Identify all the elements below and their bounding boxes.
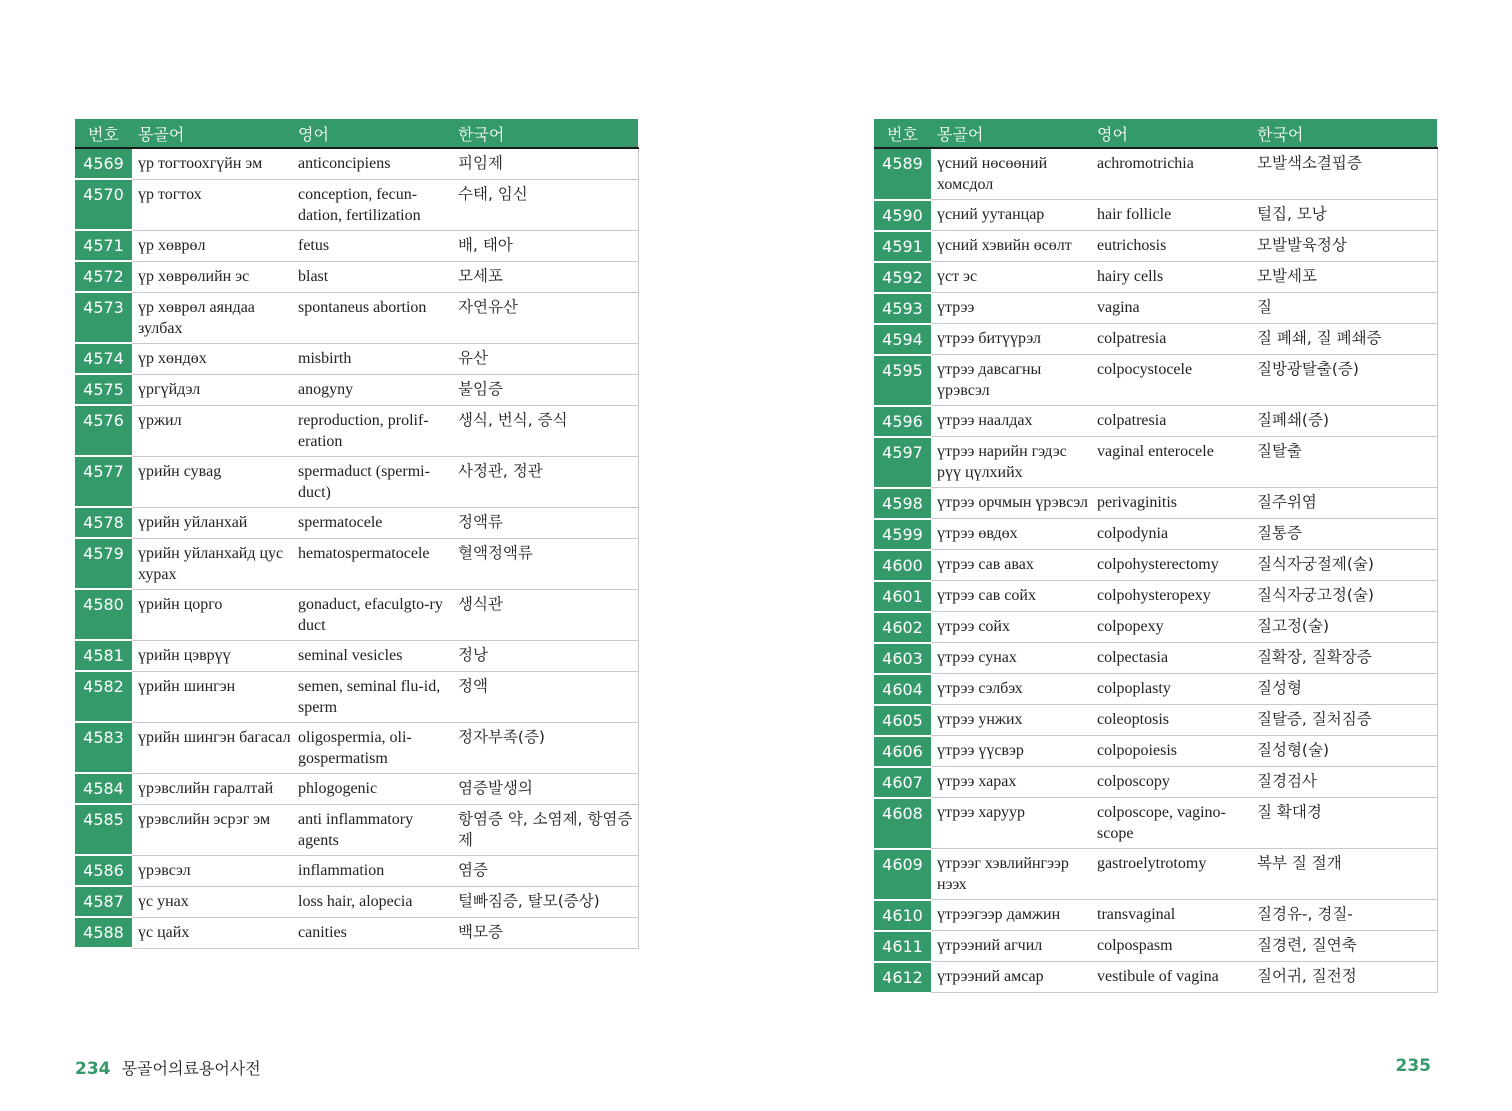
mongolian-term: үр хөндөх	[132, 343, 292, 374]
table-row	[75, 671, 638, 722]
table-header	[874, 119, 1437, 148]
korean-term: 정액	[452, 671, 638, 722]
english-term: anogyny	[292, 374, 452, 405]
table-row	[75, 773, 638, 804]
entry-number: 4595	[874, 355, 931, 406]
table-row	[75, 589, 638, 640]
entry-number: 4570	[75, 179, 132, 230]
mongolian-term: үрэвслийн эсрэг эм	[132, 804, 292, 855]
table-row	[874, 798, 1437, 849]
entry-number: 4591	[874, 231, 931, 262]
english-term: gonaduct, efaculgto-ry duct	[292, 589, 452, 640]
entry-number: 4594	[874, 324, 931, 355]
table-row	[874, 962, 1437, 993]
footer-left	[75, 1056, 261, 1079]
english-term: spontaneus abortion	[292, 292, 452, 343]
korean-term: 질식자궁고정(술)	[1251, 581, 1437, 612]
mongolian-term: үр хөврөл	[132, 230, 292, 261]
mongolian-term: үс унах	[132, 886, 292, 917]
table-row	[75, 405, 638, 456]
mongolian-term: үрийн цэврүү	[132, 640, 292, 671]
header-mongolian: 몽골어	[931, 119, 1091, 148]
table-row	[874, 674, 1437, 705]
entry-number: 4605	[874, 705, 931, 736]
right-page	[874, 119, 1438, 994]
table-row	[75, 343, 638, 374]
korean-term: 질탈증, 질처짐증	[1251, 705, 1437, 736]
mongolian-term: үтрээ	[931, 293, 1091, 324]
table-row	[874, 148, 1437, 200]
english-term: colpodynia	[1091, 519, 1251, 550]
entry-number: 4599	[874, 519, 931, 550]
korean-term: 염증발생의	[452, 773, 638, 804]
english-term: reproduction, prolif-eration	[292, 405, 452, 456]
entry-number: 4609	[874, 849, 931, 900]
english-term: oligospermia, oli-gospermatism	[292, 722, 452, 773]
korean-term: 질폐쇄(증)	[1251, 406, 1437, 437]
entry-number: 4611	[874, 931, 931, 962]
korean-term: 질확장, 질확장증	[1251, 643, 1437, 674]
korean-term: 모발세포	[1251, 262, 1437, 293]
korean-term: 질식자궁절제(술)	[1251, 550, 1437, 581]
entry-number: 4590	[874, 200, 931, 231]
table-row	[874, 324, 1437, 355]
header-korean: 한국어	[452, 119, 638, 148]
table-row	[75, 640, 638, 671]
korean-term: 모발색소결핍증	[1251, 148, 1437, 200]
mongolian-term: үрийн сувag	[132, 456, 292, 507]
english-term: gastroelytrotomy	[1091, 849, 1251, 900]
english-term: spermatocele	[292, 507, 452, 538]
mongolian-term: үтрээ орчмын үрэвсэл	[931, 488, 1091, 519]
korean-term: 질경련, 질연축	[1251, 931, 1437, 962]
term-table-right	[874, 119, 1438, 994]
table-row	[75, 261, 638, 292]
english-term: transvaginal	[1091, 900, 1251, 931]
table-row	[75, 722, 638, 773]
header-number: 번호	[75, 119, 132, 148]
header-mongolian: 몽골어	[132, 119, 292, 148]
table-row	[874, 612, 1437, 643]
entry-number: 4583	[75, 722, 132, 773]
mongolian-term: үр тогтох	[132, 179, 292, 230]
mongolian-term: үтрээ сав авах	[931, 550, 1091, 581]
table-row	[874, 931, 1437, 962]
mongolian-term: үтрээ сунах	[931, 643, 1091, 674]
english-term: coleoptosis	[1091, 705, 1251, 736]
korean-term: 정자부족(증)	[452, 722, 638, 773]
entry-number: 4606	[874, 736, 931, 767]
english-term: conception, fecun-dation, fertilization	[292, 179, 452, 230]
mongolian-term: үр хөврөл аяндаа зулбах	[132, 292, 292, 343]
header-english: 영어	[292, 119, 452, 148]
header-number: 번호	[874, 119, 931, 148]
left-page	[75, 119, 639, 949]
korean-term: 피임제	[452, 148, 638, 179]
entry-number: 4573	[75, 292, 132, 343]
korean-term: 복부 질 절개	[1251, 849, 1437, 900]
korean-term: 불임증	[452, 374, 638, 405]
korean-term: 생식, 번식, 증식	[452, 405, 638, 456]
book-title: 몽골어의료용어사전	[121, 1059, 261, 1078]
english-term: colpectasia	[1091, 643, 1251, 674]
korean-term: 정낭	[452, 640, 638, 671]
table-row	[874, 705, 1437, 736]
table-row	[874, 736, 1437, 767]
table-row	[75, 855, 638, 886]
mongolian-term: үр хөврөлийн эс	[132, 261, 292, 292]
entry-number: 4602	[874, 612, 931, 643]
mongolian-term: үсний нөсөөний хомсдол	[931, 148, 1091, 200]
english-term: inflammation	[292, 855, 452, 886]
entry-number: 4582	[75, 671, 132, 722]
mongolian-term: үсний хэвийн өсөлт	[931, 231, 1091, 262]
english-term: colpopoiesis	[1091, 736, 1251, 767]
english-term: spermaduct (spermi-duct)	[292, 456, 452, 507]
table-row	[874, 488, 1437, 519]
entry-number: 4572	[75, 261, 132, 292]
mongolian-term: үрийн цорго	[132, 589, 292, 640]
table-row	[75, 292, 638, 343]
table-row	[874, 437, 1437, 488]
korean-term: 질탈출	[1251, 437, 1437, 488]
entry-number: 4601	[874, 581, 931, 612]
mongolian-term: үрэвслийн гаралтай	[132, 773, 292, 804]
table-row	[874, 767, 1437, 798]
english-term: canities	[292, 917, 452, 948]
entry-number: 4592	[874, 262, 931, 293]
english-term: achromotrichia	[1091, 148, 1251, 200]
english-term: perivaginitis	[1091, 488, 1251, 519]
korean-term: 질성형(술)	[1251, 736, 1437, 767]
english-term: colpohysterectomy	[1091, 550, 1251, 581]
entry-number: 4604	[874, 674, 931, 705]
english-term: hairy cells	[1091, 262, 1251, 293]
table-row	[75, 179, 638, 230]
korean-term: 털집, 모낭	[1251, 200, 1437, 231]
entry-number: 4580	[75, 589, 132, 640]
korean-term: 질방광탈출(증)	[1251, 355, 1437, 406]
english-term: colpocystocele	[1091, 355, 1251, 406]
mongolian-term: үсний уутанцар	[931, 200, 1091, 231]
table-row	[874, 293, 1437, 324]
entry-number: 4574	[75, 343, 132, 374]
english-term: colpoplasty	[1091, 674, 1251, 705]
mongolian-term: үтрээ сав сойх	[931, 581, 1091, 612]
entry-number: 4596	[874, 406, 931, 437]
korean-term: 생식관	[452, 589, 638, 640]
mongolian-term: үр тогтоохгүйн эм	[132, 148, 292, 179]
table-row	[75, 538, 638, 589]
mongolian-term: үтрээ сойх	[931, 612, 1091, 643]
mongolian-term: үтрээний агчил	[931, 931, 1091, 962]
entry-number: 4603	[874, 643, 931, 674]
entry-number: 4587	[75, 886, 132, 917]
english-term: semen, seminal flu-id, sperm	[292, 671, 452, 722]
entry-number: 4600	[874, 550, 931, 581]
korean-term: 질어귀, 질전정	[1251, 962, 1437, 993]
header-korean: 한국어	[1251, 119, 1437, 148]
table-row	[75, 230, 638, 261]
mongolian-term: үржил	[132, 405, 292, 456]
mongolian-term: үтрээ битүүрэл	[931, 324, 1091, 355]
entry-number: 4581	[75, 640, 132, 671]
entry-number: 4585	[75, 804, 132, 855]
korean-term: 혈액정액류	[452, 538, 638, 589]
entry-number: 4579	[75, 538, 132, 589]
english-term: hematospermatocele	[292, 538, 452, 589]
english-term: colpohysteropexy	[1091, 581, 1251, 612]
english-term: misbirth	[292, 343, 452, 374]
english-term: blast	[292, 261, 452, 292]
korean-term: 질주위염	[1251, 488, 1437, 519]
mongolian-term: үтрээ өвдөх	[931, 519, 1091, 550]
korean-term: 질고정(술)	[1251, 612, 1437, 643]
mongolian-term: үс цайх	[132, 917, 292, 948]
english-term: colpopexy	[1091, 612, 1251, 643]
korean-term: 질	[1251, 293, 1437, 324]
korean-term: 질통증	[1251, 519, 1437, 550]
entry-number: 4569	[75, 148, 132, 179]
entry-number: 4575	[75, 374, 132, 405]
page-number-left: 234	[75, 1059, 111, 1079]
korean-term: 배, 태아	[452, 230, 638, 261]
mongolian-term: үтрээ унжих	[931, 705, 1091, 736]
english-term: vestibule of vagina	[1091, 962, 1251, 993]
entry-number: 4589	[874, 148, 931, 200]
korean-term: 염증	[452, 855, 638, 886]
mongolian-term: үтрээ давсагны үрэвсэл	[931, 355, 1091, 406]
mongolian-term: үрэвсэл	[132, 855, 292, 886]
table-row	[75, 507, 638, 538]
korean-term: 질성형	[1251, 674, 1437, 705]
table-row	[874, 262, 1437, 293]
table-row	[874, 406, 1437, 437]
entry-number: 4576	[75, 405, 132, 456]
korean-term: 백모증	[452, 917, 638, 948]
mongolian-term: үтрээг хэвлийнгээр нээх	[931, 849, 1091, 900]
mongolian-term: үтрээ харах	[931, 767, 1091, 798]
entry-number: 4578	[75, 507, 132, 538]
english-term: fetus	[292, 230, 452, 261]
english-term: anti inflammatory agents	[292, 804, 452, 855]
mongolian-term: үтрээ наалдах	[931, 406, 1091, 437]
english-term: phlogogenic	[292, 773, 452, 804]
korean-term: 정액류	[452, 507, 638, 538]
entry-number: 4610	[874, 900, 931, 931]
korean-term: 수태, 임신	[452, 179, 638, 230]
mongolian-term: үтрээ нарийн гэдэс рүү цүлхийх	[931, 437, 1091, 488]
english-term: colpatresia	[1091, 324, 1251, 355]
header-english: 영어	[1091, 119, 1251, 148]
table-row	[874, 200, 1437, 231]
entry-number: 4612	[874, 962, 931, 993]
korean-term: 털빠짐증, 탈모(증상)	[452, 886, 638, 917]
entry-number: 4577	[75, 456, 132, 507]
korean-term: 사정관, 정관	[452, 456, 638, 507]
table-row	[874, 849, 1437, 900]
korean-term: 항염증 약, 소염제, 항염증제	[452, 804, 638, 855]
english-term: colposcope, vagino-scope	[1091, 798, 1251, 849]
english-term: vagina	[1091, 293, 1251, 324]
mongolian-term: үрийн уйланхай	[132, 507, 292, 538]
english-term: loss hair, alopecia	[292, 886, 452, 917]
entry-number: 4593	[874, 293, 931, 324]
entry-number: 4598	[874, 488, 931, 519]
korean-term: 모발발육정상	[1251, 231, 1437, 262]
korean-term: 질경검사	[1251, 767, 1437, 798]
mongolian-term: үтрээгээр дамжин	[931, 900, 1091, 931]
mongolian-term: үтрээний амсар	[931, 962, 1091, 993]
entry-number: 4597	[874, 437, 931, 488]
table-row	[874, 550, 1437, 581]
entry-number: 4571	[75, 230, 132, 261]
korean-term: 유산	[452, 343, 638, 374]
table-row	[874, 643, 1437, 674]
english-term: colpatresia	[1091, 406, 1251, 437]
table-row	[874, 519, 1437, 550]
korean-term: 자연유산	[452, 292, 638, 343]
mongolian-term: үргүйдэл	[132, 374, 292, 405]
english-term: hair follicle	[1091, 200, 1251, 231]
term-table-left	[75, 119, 639, 949]
footer-right	[1396, 1056, 1438, 1076]
table-row	[75, 917, 638, 948]
korean-term: 질경유-, 경질-	[1251, 900, 1437, 931]
english-term: vaginal enterocele	[1091, 437, 1251, 488]
table-row	[874, 900, 1437, 931]
table-row	[874, 581, 1437, 612]
english-term: anticoncipiens	[292, 148, 452, 179]
mongolian-term: үрийн шингэн	[132, 671, 292, 722]
entry-number: 4584	[75, 773, 132, 804]
korean-term: 모세포	[452, 261, 638, 292]
mongolian-term: үст эс	[931, 262, 1091, 293]
table-header	[75, 119, 638, 148]
table-row	[75, 886, 638, 917]
table-row	[75, 456, 638, 507]
mongolian-term: үтрээ үүсвэр	[931, 736, 1091, 767]
table-row	[874, 355, 1437, 406]
table-row	[75, 374, 638, 405]
mongolian-term: үтрээ сэлбэх	[931, 674, 1091, 705]
english-term: colpospasm	[1091, 931, 1251, 962]
table-row	[75, 148, 638, 179]
table-row	[874, 231, 1437, 262]
english-term: eutrichosis	[1091, 231, 1251, 262]
entry-number: 4608	[874, 798, 931, 849]
mongolian-term: үрийн уйланхайд цус хурах	[132, 538, 292, 589]
english-term: colposcopy	[1091, 767, 1251, 798]
table-row	[75, 804, 638, 855]
entry-number: 4586	[75, 855, 132, 886]
entry-number: 4588	[75, 917, 132, 948]
korean-term: 질 확대경	[1251, 798, 1437, 849]
entry-number: 4607	[874, 767, 931, 798]
page-number-right: 235	[1395, 1056, 1431, 1076]
mongolian-term: үрийн шингэн багасал	[132, 722, 292, 773]
mongolian-term: үтрээ харуур	[931, 798, 1091, 849]
english-term: seminal vesicles	[292, 640, 452, 671]
korean-term: 질 폐쇄, 질 폐쇄증	[1251, 324, 1437, 355]
